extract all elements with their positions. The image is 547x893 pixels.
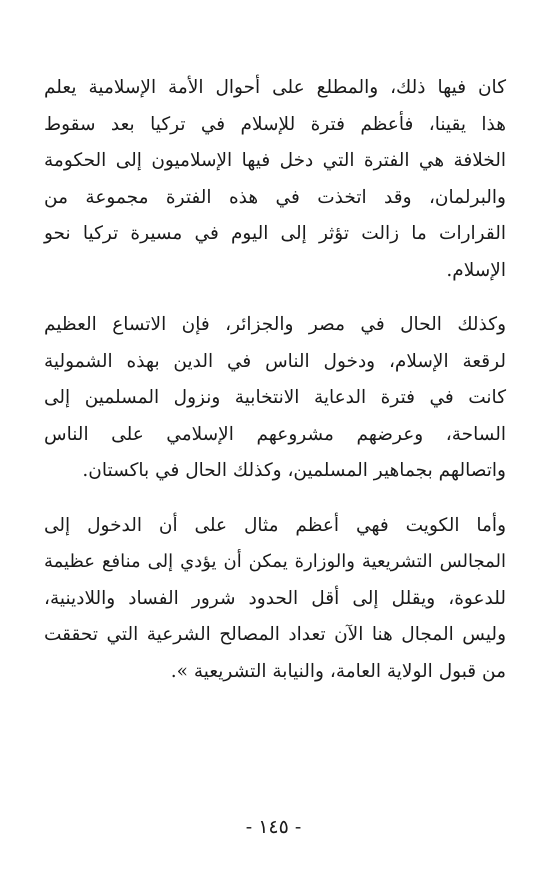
text-line: كان فيها ذلك، والمطلع على أحوال الأمة الإسلامية يعلم: [44, 77, 506, 98]
text-line: وأما الكويت فهي أعظم مثال على أن الدخول إلى: [44, 514, 506, 536]
text-line: هذا يقينا، فأعظم فترة للإسلام في تركيا بعد سقوط: [44, 113, 506, 135]
text-line: الخلافة هي الفترة التي دخل فيها الإسلاميون إلى الحكومة: [44, 150, 506, 171]
text-line: وليس المجال هنا الآن تعداد المصالح الشرعية التي تحققت: [44, 624, 506, 645]
text-line: المجالس التشريعية والوزارة يمكن أن يؤدي إلى منافع عظيمة: [44, 551, 506, 572]
text-line: لرقعة الإسلام، ودخول الناس في الدين بهذه الشمولية: [44, 350, 506, 372]
paragraph-2: [44, 307, 506, 490]
paragraph-3: [44, 508, 506, 691]
text-line: وكذلك الحال في مصر والجزائر، فإن الاتساع العظيم: [44, 314, 506, 335]
text-line: كانت في فترة الدعاية الانتخابية ونزول المسلمين إلى: [44, 387, 506, 408]
text-line: من قبول الولاية العامة، والنيابة التشريعية ».: [170, 660, 506, 682]
text-line: الإسلام.: [446, 259, 506, 281]
text-line: والبرلمان، وقد اتخذت في هذه الفترة مجموعة من: [44, 186, 506, 208]
text-line: للدعوة، ويقلل إلى أقل الحدود شرور الفساد واللادينية،: [44, 587, 506, 609]
text-line: الساحة، وعرضهم مشروعهم الإسلامي على الناس: [44, 423, 506, 445]
text-line: القرارات ما زالت تؤثر إلى اليوم في مسيرة تركيا نحو: [44, 223, 506, 244]
text-line: واتصالهم بجماهير المسلمين، وكذلك الحال في باكستان.: [82, 460, 506, 481]
page-number: - ١٤٥ -: [245, 816, 302, 838]
paragraph-1: [44, 70, 506, 289]
page-body: [44, 70, 506, 708]
